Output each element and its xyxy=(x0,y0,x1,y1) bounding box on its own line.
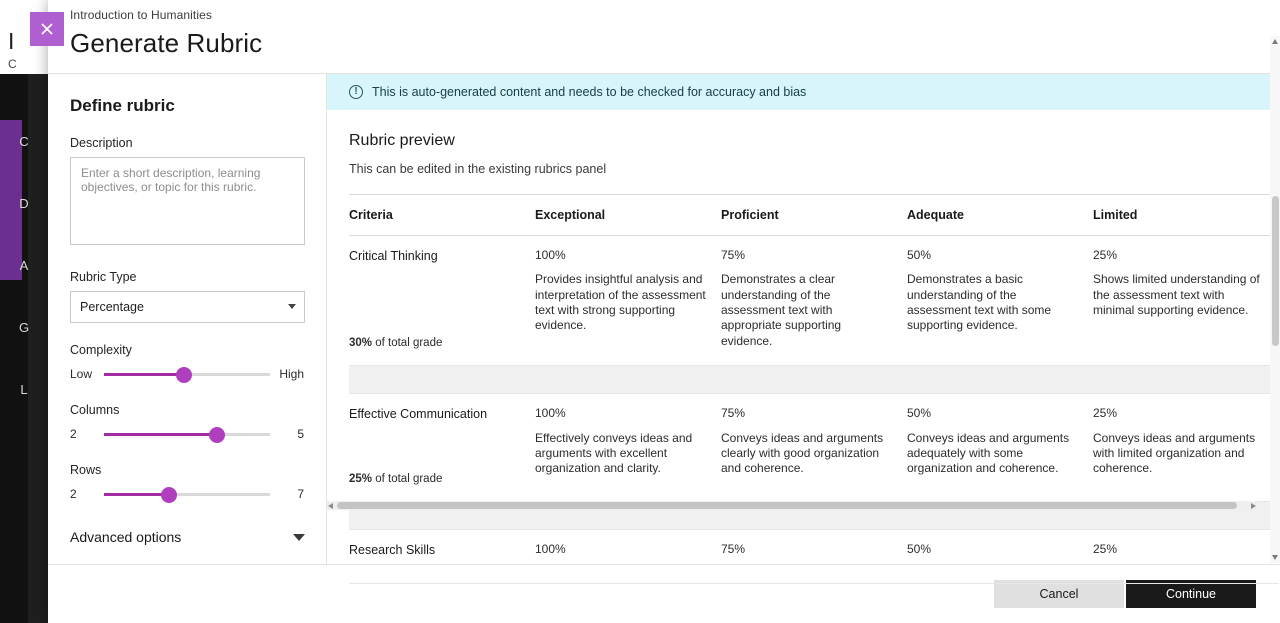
level-cell xyxy=(721,530,907,583)
rows-track-fill xyxy=(104,493,169,496)
column-header-proficient: Proficient xyxy=(721,195,907,236)
complexity-slider-handle[interactable] xyxy=(176,367,192,383)
columns-max-label: 5 xyxy=(297,427,304,441)
criteria-name: Effective Communication xyxy=(349,407,488,422)
column-header-criteria: Criteria xyxy=(349,195,535,236)
criteria-weight xyxy=(349,472,442,487)
table-row xyxy=(349,236,1279,366)
level-cell xyxy=(1093,530,1279,583)
background-sub-label: C xyxy=(8,57,17,71)
table-horizontal-scrollbar[interactable] xyxy=(327,501,1257,510)
level-text: Conveys ideas and arguments with limited organization and coherence. xyxy=(1093,430,1256,476)
level-percent: 50% xyxy=(907,248,932,262)
rubric-table xyxy=(349,195,1279,584)
level-cell xyxy=(1093,394,1279,502)
level-percent: 100% xyxy=(535,248,566,262)
complexity-slider[interactable] xyxy=(104,365,270,383)
background-nav-item[interactable]: A xyxy=(19,257,29,273)
criteria-weight-value: 25% xyxy=(349,473,373,486)
level-cell xyxy=(535,394,721,502)
advanced-options-toggle[interactable] xyxy=(70,529,305,545)
modal-header xyxy=(48,0,1280,74)
rubric-type-select[interactable] xyxy=(70,291,305,323)
table-header-row xyxy=(349,195,1279,236)
close-glyph xyxy=(40,22,54,36)
level-cell xyxy=(1093,236,1279,366)
level-cell xyxy=(721,236,907,366)
level-text: Demonstrates a clear understanding of the assessment text with appropriate supporting evidence. xyxy=(721,272,842,348)
criteria-weight-suffix: of total grade xyxy=(372,473,443,486)
criteria-cell xyxy=(349,530,535,583)
criteria-weight xyxy=(349,336,442,351)
level-percent: 75% xyxy=(721,406,746,421)
level-text: Provides insightful analysis and interpretation of the assessment text with strong supporting evidence. xyxy=(535,272,706,333)
level-percent: 75% xyxy=(721,248,746,262)
generate-rubric-modal xyxy=(48,0,1280,623)
chevron-down-icon xyxy=(293,534,305,541)
advanced-options-label: Advanced options xyxy=(70,529,182,545)
description-input[interactable] xyxy=(70,157,305,245)
panel-vertical-scroll-thumb[interactable] xyxy=(1272,196,1279,346)
complexity-track-fill xyxy=(104,373,184,376)
complexity-group xyxy=(70,343,304,383)
table-row xyxy=(349,530,1279,583)
level-cell xyxy=(721,394,907,502)
level-percent: 50% xyxy=(907,542,932,557)
rows-slider[interactable] xyxy=(104,485,270,503)
background-nav-item[interactable]: L xyxy=(20,381,28,397)
background-nav-item[interactable]: C xyxy=(19,133,29,149)
column-header-exceptional: Exceptional xyxy=(535,195,721,236)
complexity-label: Complexity xyxy=(70,343,132,357)
continue-button[interactable]: Continue xyxy=(1126,580,1256,608)
info-icon: ! xyxy=(349,85,363,99)
level-percent: 50% xyxy=(907,406,932,421)
scroll-up-icon[interactable] xyxy=(1272,39,1278,44)
breadcrumb: Introduction to Humanities xyxy=(70,8,213,22)
rubric-type-label: Rubric Type xyxy=(70,270,137,284)
level-cell xyxy=(535,530,721,583)
columns-track-fill xyxy=(104,433,217,436)
columns-min-label: 2 xyxy=(70,427,77,441)
columns-group xyxy=(70,403,304,443)
level-text: Effectively conveys ideas and arguments with excellent organization and clarity. xyxy=(535,430,693,476)
rows-min-label: 2 xyxy=(70,487,77,501)
preview-subtitle: This can be edited in the existing rubrics panel xyxy=(349,162,607,176)
define-rubric-panel xyxy=(48,74,327,564)
level-cell xyxy=(907,394,1093,502)
level-text: Conveys ideas and arguments adequately with some organization and coherence. xyxy=(907,430,1070,476)
level-percent: 75% xyxy=(721,542,746,557)
complexity-min-label: Low xyxy=(70,367,93,381)
table-row xyxy=(349,394,1279,502)
table-horizontal-scroll-thumb[interactable] xyxy=(337,502,1237,509)
rubric-preview-panel xyxy=(327,74,1280,564)
define-rubric-heading: Define rubric xyxy=(70,96,175,115)
level-text: Conveys ideas and arguments clearly with good organization and coherence. xyxy=(721,430,884,476)
level-text: Demonstrates a basic understanding of the assessment text with some supporting evidence. xyxy=(907,272,1052,333)
columns-slider[interactable] xyxy=(104,425,270,443)
criteria-cell xyxy=(349,394,535,502)
auto-generated-banner xyxy=(327,74,1280,110)
level-percent: 100% xyxy=(535,406,566,421)
spacer-cell xyxy=(349,366,1279,394)
page-title: Generate Rubric xyxy=(70,28,263,58)
level-text: Shows limited understanding of the assessment text with minimal supporting evidence. xyxy=(1093,272,1260,318)
table-row-spacer xyxy=(349,366,1279,394)
rows-slider-handle[interactable] xyxy=(161,487,177,503)
preview-wrap xyxy=(327,110,1280,564)
columns-slider-handle[interactable] xyxy=(209,427,225,443)
background-nav-item[interactable]: G xyxy=(18,319,30,335)
level-cell xyxy=(907,236,1093,366)
level-percent: 25% xyxy=(1093,542,1118,557)
description-label: Description xyxy=(70,136,133,150)
level-cell xyxy=(907,530,1093,583)
rubric-type-group xyxy=(70,270,304,323)
background-nav xyxy=(0,110,48,420)
rows-max-label: 7 xyxy=(297,487,304,501)
preview-title: Rubric preview xyxy=(349,132,455,149)
level-percent: 25% xyxy=(1093,248,1118,262)
level-percent: 25% xyxy=(1093,406,1118,421)
criteria-cell xyxy=(349,236,535,366)
criteria-name: Critical Thinking xyxy=(349,249,438,263)
criteria-weight-suffix: of total grade xyxy=(372,337,443,350)
cancel-button[interactable]: Cancel xyxy=(994,580,1124,608)
columns-label: Columns xyxy=(70,403,120,417)
column-header-limited: Limited xyxy=(1093,195,1279,236)
close-icon[interactable] xyxy=(30,12,64,46)
scroll-right-icon[interactable] xyxy=(1251,503,1256,509)
background-app-title: I xyxy=(8,28,15,54)
background-nav-item[interactable]: D xyxy=(19,195,29,211)
rows-label: Rows xyxy=(70,463,102,477)
criteria-weight-value: 30% xyxy=(349,337,373,350)
rows-group xyxy=(70,463,304,503)
modal-body xyxy=(48,74,1280,564)
auto-generated-banner-text: This is auto-generated content and needs to be checked for accuracy and bias xyxy=(372,85,807,99)
criteria-name: Research Skills xyxy=(349,543,436,558)
level-percent: 100% xyxy=(535,542,566,557)
complexity-max-label: High xyxy=(279,367,304,381)
level-cell xyxy=(535,236,721,366)
column-header-adequate: Adequate xyxy=(907,195,1093,236)
rubric-table-viewport xyxy=(349,194,1279,558)
panel-vertical-scrollbar[interactable] xyxy=(1270,36,1280,563)
scroll-left-icon[interactable] xyxy=(328,503,333,509)
scroll-down-icon[interactable] xyxy=(1272,555,1278,560)
